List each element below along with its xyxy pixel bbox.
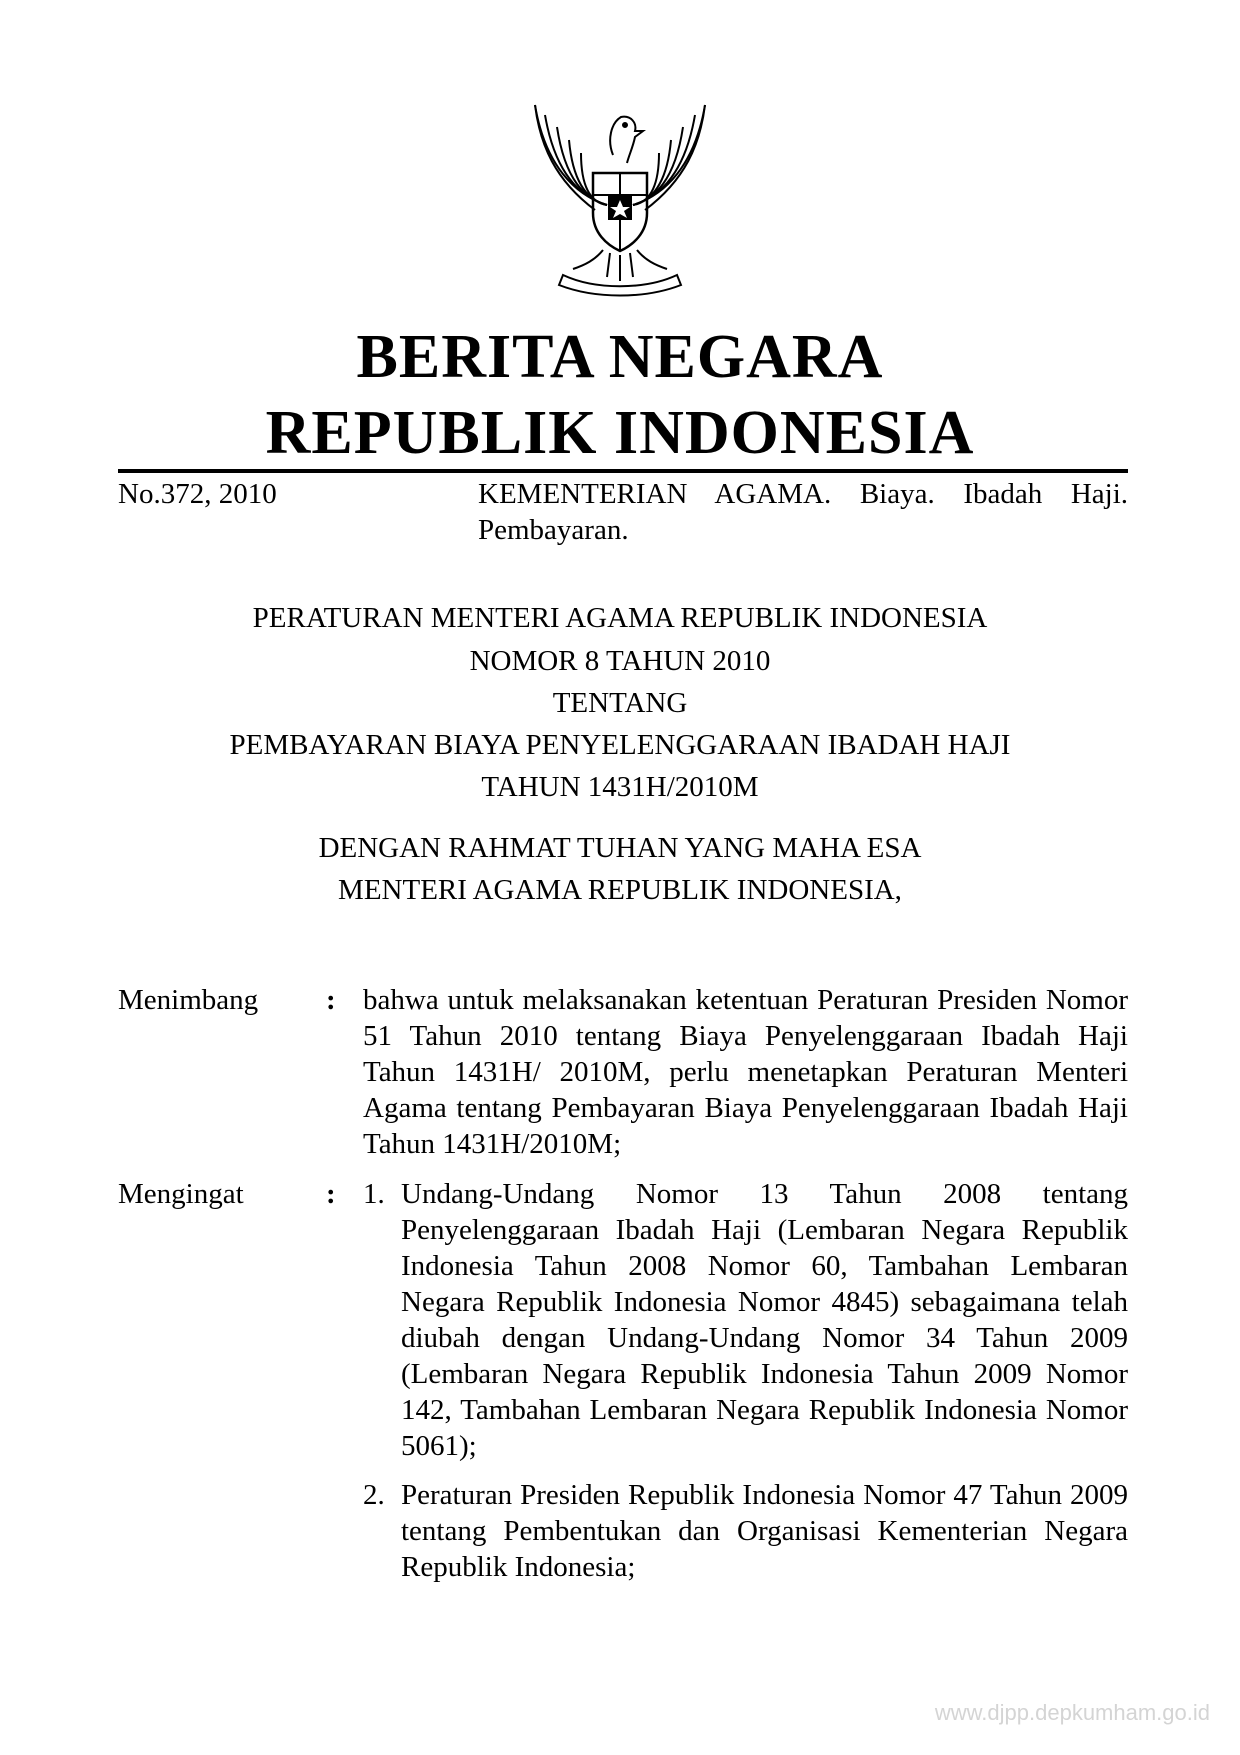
menimbang-text: bahwa untuk melaksanakan ketentuan Peraturan Presiden Nomor 51 Tahun 2010 tentang Biaya Penyelenggaraan Ibadah Haji Tahun 1431H/ 2010M, perlu menetapkan Peraturan Menteri Agama tentang Pembayaran Biaya Penyelenggaraan Ibadah Haji Tahun 1431H/2010M; xyxy=(363,984,1128,1160)
masthead-subtitle: REPUBLIK INDONESIA xyxy=(265,399,975,467)
issue-subject: KEMENTERIAN AGAMA. Biaya. Ibadah Haji. Pembayaran. xyxy=(478,478,1128,546)
mengingat-label: Mengingat xyxy=(118,1178,244,1210)
masthead-title: BERITA NEGARA xyxy=(356,323,884,391)
minister-line: MENTERI AGAMA REPUBLIK INDONESIA, xyxy=(338,874,902,906)
regulation-about: TENTANG xyxy=(552,687,688,719)
garuda-emblem-icon xyxy=(515,85,725,300)
regulation-title: PERATURAN MENTERI AGAMA REPUBLIK INDONESIA xyxy=(252,602,988,634)
mengingat-colon: : xyxy=(326,1178,336,1210)
menimbang-label: Menimbang xyxy=(118,984,259,1016)
regulation-year: TAHUN 1431H/2010M xyxy=(481,771,759,803)
invocation-line: DENGAN RAHMAT TUHAN YANG MAHA ESA xyxy=(318,832,922,864)
menimbang-colon: : xyxy=(326,984,336,1016)
mengingat-item-number: 1. xyxy=(363,1178,385,1210)
regulation-number: NOMOR 8 TAHUN 2010 xyxy=(469,645,771,677)
source-watermark: www.djpp.depkumham.go.id xyxy=(934,1700,1210,1725)
mengingat-item-number: 2. xyxy=(363,1479,385,1511)
regulation-subject: PEMBAYARAN BIAYA PENYELENGGARAAN IBADAH HAJI xyxy=(229,729,1011,761)
mengingat-item-text: Peraturan Presiden Republik Indonesia Nomor 47 Tahun 2009 tentang Pembentukan dan Organisasi Kementerian Negara Republik Indonesia; xyxy=(401,1479,1128,1583)
masthead-divider xyxy=(118,469,1128,473)
mengingat-item-text: Undang-Undang Nomor 13 Tahun 2008 tentang Penyelenggaraan Ibadah Haji (Lembaran Negara Republik Indonesia Tahun 2008 Nomor 60, Tambahan Lembaran Negara Republik Indonesia Nomor 4845) sebagaimana telah diubah dengan Undang-Undang Nomor 34 Tahun 2009 (Lembaran Negara Republik Indonesia Tahun 2009 Nomor 142, Tambahan Lembaran Negara Republik Indonesia Nomor 5061); xyxy=(401,1178,1128,1462)
issue-number: No.372, 2010 xyxy=(118,478,277,510)
